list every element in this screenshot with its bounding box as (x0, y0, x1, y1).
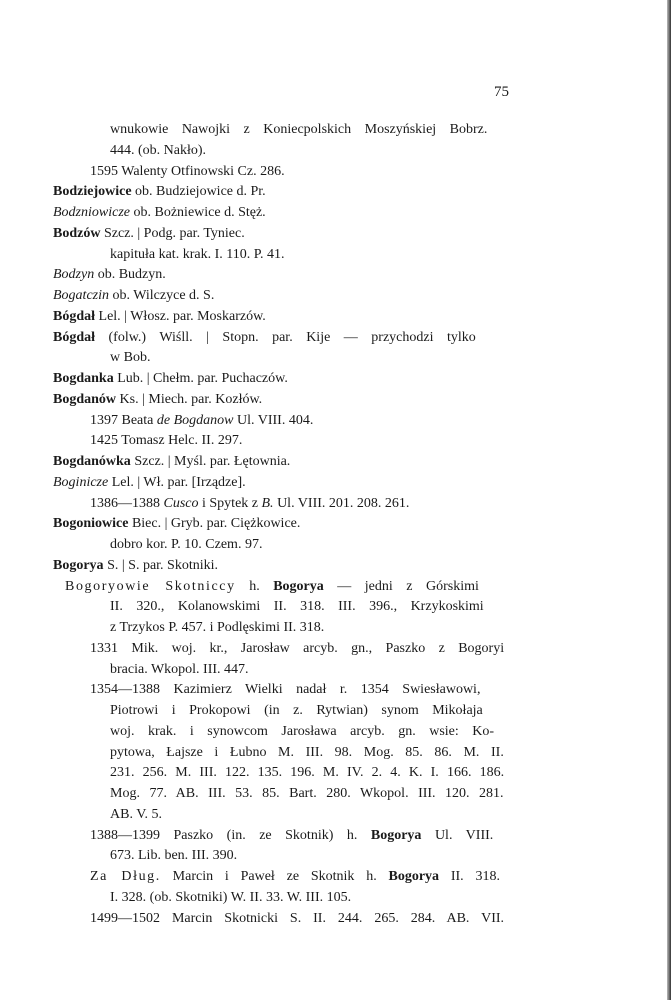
text-segment: Ks. | Miech. par. Kozłów. (116, 392, 263, 407)
text-line (53, 557, 218, 575)
text-line (110, 744, 504, 762)
text-line (110, 806, 162, 824)
text-line (90, 412, 313, 430)
text-segment: Bogoryowie Skotniccy (65, 579, 236, 594)
text-segment: dobro kor. P. 10. Czem. 97. (110, 537, 263, 552)
entry-headword: Bógdał (53, 309, 96, 324)
text-line (65, 578, 479, 596)
entry-headword: Bogorya (53, 558, 104, 573)
text-line (53, 370, 288, 388)
text-segment: Marcin i Paweł ze Skotnik h. (160, 869, 389, 884)
text-segment: Szcz. | Myśl. par. Łętownia. (130, 454, 291, 469)
text-line (110, 598, 484, 616)
text-segment: 1397 Beata (90, 413, 157, 428)
text-segment: Biec. | Gryb. par. Ciężkowice. (128, 516, 301, 531)
italic-text: Bodzniowicze (53, 205, 130, 220)
text-segment: ob. Budzyn. (94, 267, 166, 282)
text-line (90, 827, 493, 845)
text-line (110, 723, 494, 741)
text-segment: 1388—1399 Paszko (in. ze Skotnik) h. (90, 828, 371, 843)
entry-headword: Bodzów (53, 226, 101, 241)
text-line (90, 640, 504, 658)
text-segment: bracia. Wkopol. III. 447. (110, 662, 249, 677)
text-line (53, 308, 266, 326)
entry-headword: Bogorya (388, 869, 440, 884)
text-line (110, 536, 262, 554)
italic-text: B. (261, 496, 274, 511)
text-segment: w Bob. (110, 350, 151, 365)
text-line (90, 432, 242, 450)
text-segment: Lel. | Wł. par. [Irządze]. (108, 475, 246, 490)
text-line (110, 619, 324, 637)
text-segment: 1354—1388 Kazimierz Wielki nadał r. 1354 Swiesławowi, (90, 682, 481, 697)
text-segment: Lub. | Chełm. par. Puchaczów. (113, 371, 288, 386)
entry-headword: Bogdanówka (53, 454, 131, 469)
text-segment: kapituła kat. krak. I. 110. P. 41. (110, 247, 285, 262)
text-segment: Szcz. | Podg. par. Tyniec. (100, 226, 245, 241)
text-line (110, 142, 206, 160)
text-segment: Mog. 77. AB. III. 53. 85. Bart. 280. Wkopol. III. 120. 281. (110, 786, 504, 801)
page-number: 75 (494, 84, 509, 100)
entry-headword: Bodziejowice (53, 184, 132, 199)
text-line (110, 702, 483, 720)
text-line (90, 910, 504, 928)
text-line (110, 246, 284, 264)
text-segment: 1425 Tomasz Helc. II. 297. (90, 433, 243, 448)
text-segment: I. 328. (ob. Skotniki) W. II. 33. W. III. 105. (110, 890, 352, 905)
text-line (90, 495, 409, 513)
text-segment: (folw.) Wiśll. | Stopn. par. Kije — przychodzi tylko (95, 330, 476, 345)
italic-text: Bogatczin (53, 288, 109, 303)
entry-headword: Bógdał (53, 330, 96, 345)
entry-headword: Bogoniowice (53, 516, 129, 531)
text-segment: Ul. VIII. 201. 208. 261. (273, 496, 410, 511)
text-segment: ob. Budziejowice d. Pr. (131, 184, 266, 199)
italic-text: Bodzyn (53, 267, 95, 282)
text-segment: woj. krak. i synowcom Jarosława arcyb. gn. wsie: Ko- (110, 724, 495, 739)
text-segment: h. (235, 579, 274, 594)
entry-headword: Bogdanka (53, 371, 114, 386)
text-segment: AB. V. 5. (110, 807, 163, 822)
text-segment: S. | S. par. Skotniki. (103, 558, 218, 573)
text-segment: pytowa, Łajsze i Łubno M. III. 98. Mog. 85. 86. M. II. (110, 745, 504, 760)
text-line (90, 868, 500, 886)
text-line (53, 453, 290, 471)
text-segment: II. 318. (439, 869, 500, 884)
text-segment: 1595 Walenty Otfinowski Cz. 286. (90, 164, 285, 179)
text-segment: 1331 Mik. woj. kr., Jarosław arcyb. gn., Paszko z Bogoryi (90, 641, 505, 656)
text-segment: Lel. | Włosz. par. Moskarzów. (95, 309, 266, 324)
text-line (53, 225, 245, 243)
text-segment: i Spytek z (198, 496, 262, 511)
text-line (110, 349, 150, 367)
text-segment: Ul. VIII. 404. (233, 413, 314, 428)
text-line (90, 681, 480, 699)
text-line (53, 391, 262, 409)
text-line (90, 163, 285, 181)
italic-text: de Bogdanow (156, 413, 234, 428)
text-line (110, 764, 504, 782)
entry-headword: Bogdanów (53, 392, 117, 407)
text-line (53, 474, 246, 492)
text-segment: 673. Lib. ben. III. 390. (110, 848, 238, 863)
text-segment: Piotrowi i Prokopowi (in z. Rytwian) synom Mikołaja (110, 703, 483, 718)
text-segment: ob. Wilczyce d. S. (109, 288, 215, 303)
text-segment: II. 320., Kolanowskimi II. 318. III. 396., Krzykoskimi (110, 599, 484, 614)
text-segment: 231. 256. M. III. 122. 135. 196. M. IV. 2. 4. K. I. 166. 186. (110, 765, 505, 780)
text-line (53, 515, 300, 533)
italic-text: Cusco (163, 496, 199, 511)
text-segment: — jedni z Górskimi (323, 579, 479, 594)
text-line (110, 889, 351, 907)
page-edge-shadow (667, 0, 671, 1000)
italic-text: Boginicze (53, 475, 109, 490)
text-segment: 444. (ob. Nakło). (110, 143, 207, 158)
text-segment: Ul. VIII. (421, 828, 494, 843)
text-line (53, 329, 476, 347)
text-line (53, 204, 266, 222)
text-line (53, 287, 214, 305)
text-segment: 1499—1502 Marcin Skotnicki S. II. 244. 265. 284. AB. VII. (90, 911, 505, 926)
text-segment: Za Dług. (90, 869, 161, 884)
text-segment: 1386—1388 (90, 496, 164, 511)
text-segment: wnukowie Nawojki z Koniecpolskich Moszyńskiej Bobrz. (110, 122, 488, 137)
text-line (110, 121, 487, 139)
entry-headword: Bogorya (370, 828, 422, 843)
entry-headword: Bogorya (273, 579, 324, 594)
text-line (53, 183, 266, 201)
text-segment: ob. Bożniewice d. Stęż. (130, 205, 266, 220)
text-line (53, 266, 166, 284)
text-line (110, 661, 249, 679)
text-line (110, 785, 504, 803)
text-line (110, 847, 237, 865)
text-segment: z Trzykos P. 457. i Podlęskimi II. 318. (110, 620, 325, 635)
